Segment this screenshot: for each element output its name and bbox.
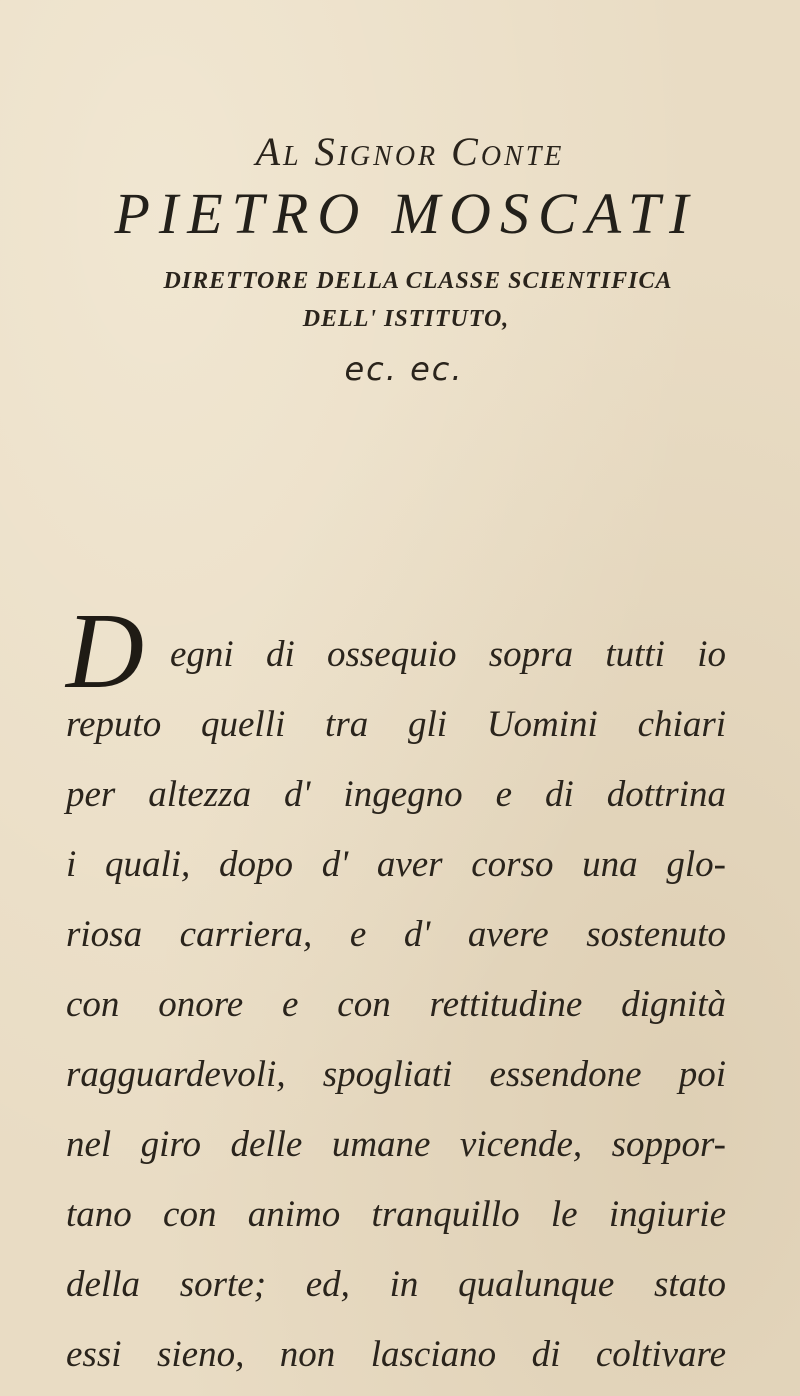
dedicatee-title-line-1: DIRETTORE DELLA CLASSE SCIENTIFICA [163,268,673,294]
text-line: per altezza d' ingegno e di dottrina [66,774,726,815]
text-line: essi sieno, non lasciano di coltivare [66,1334,726,1375]
text-line: della sorte; ed, in qualunque stato [66,1264,726,1305]
text-line: riosa carriera, e d' avere sostenuto [66,914,726,955]
text-line: reputo quelli tra gli Uomini chiari [66,704,726,745]
dedication-etc: ec. ec. [344,350,464,388]
text-line: nel giro delle umane vicende, soppor- [66,1124,726,1165]
drop-cap: D [66,592,144,711]
text-line: i quali, dopo d' aver corso una glo- [66,844,726,885]
text-line: ragguardevoli, spogliati essendone poi [66,1054,726,1095]
dedicatee-title-line-2: DELL' ISTITUTO, [302,306,510,332]
text-line: tano con animo tranquillo le ingiurie [66,1194,726,1235]
dedication-salutation: Al Signor Conte [255,129,565,174]
text-line: con onore e con rettitudine dignità [66,984,726,1025]
dedicatee-name: PIETRO MOSCATI [114,181,698,246]
text-line: egni di ossequio sopra tutti io [170,634,726,675]
